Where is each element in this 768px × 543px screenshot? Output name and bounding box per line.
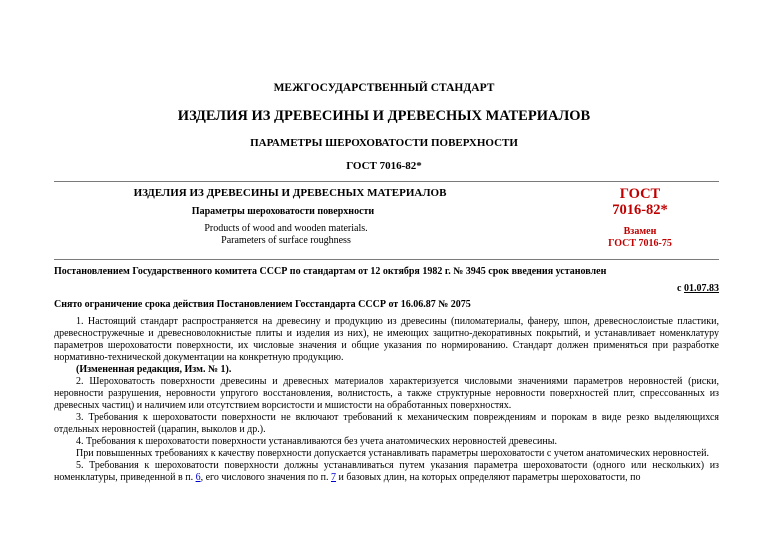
limit-removed-text: Снято ограничение срока действия Постановлением Госстандарта СССР от 16.06.87 № 2075 — [54, 299, 471, 310]
divider-bottom — [54, 259, 719, 260]
paragraph-5-text-b: , его числового значения по п. — [200, 472, 329, 483]
en-title-line2: Parameters of surface roughness — [221, 235, 351, 246]
divider-top — [54, 181, 719, 182]
clause-link-7[interactable]: 7 — [331, 472, 337, 483]
intro-prefix: с — [677, 283, 682, 294]
paragraph-5-text-c: и базовых длин, на которых определяют параметры шероховатости, по — [338, 472, 641, 483]
paragraph-1: 1. Настоящий стандарт распространяется на древесину и продукцию из древесины (пиломатериалы, фанеру, шпон, древеснослоистые пластики, древесностружечные и древесноволокнистые плиты и изделия из них), не имеющих защитно-декоративных покрытий, и устанавливает номенклатуру параметров шероховатости поверхности, их числовые значения и общие указания по нормированию. Стандарт должен применяться при разработке нормативно-технической документации на конкретную продукцию. — [54, 316, 719, 363]
standard-type: МЕЖГОСУДАРСТВЕННЫЙ СТАНДАРТ — [273, 82, 495, 94]
replaces-label: Взамен — [623, 226, 657, 237]
document-title: ИЗДЕЛИЯ ИЗ ДРЕВЕСИНЫ И ДРЕВЕСНЫХ МАТЕРИАЛОВ — [177, 108, 591, 124]
title-block-right — [585, 186, 695, 250]
paragraph-3: 3. Требования к шероховатости поверхности не включают требований к механическим повреждениям и порокам в виде резко выделяющихся отдельных неровностей (царапин, выколов и др.). — [54, 412, 719, 435]
ru-title: ИЗДЕЛИЯ ИЗ ДРЕВЕСИНЫ И ДРЕВЕСНЫХ МАТЕРИАЛОВ — [133, 187, 447, 199]
paragraph-1-note: (Измененная редакция, Изм. № 1). — [76, 364, 232, 375]
ru-subtitle: Параметры шероховатости поверхности — [191, 206, 375, 217]
document-body — [54, 316, 719, 484]
paragraph-4b: При повышенных требованиях к качеству поверхности допускается устанавливать параметры шероховатости с учетом анатомических неровностей. — [76, 448, 709, 459]
paragraph-2: 2. Шероховатость поверхности древесины и древесных материалов характеризуется числовыми значениями параметров неровностей (риски, неровности разрушения, неровности упругого восстановления, волнистость, а также структурные неровности поверхностей плит, спрессованных из древесных частиц) и наличием или отсутствием ворсистости и мшистости на обработанных поверхностях. — [54, 376, 719, 411]
title-block-left — [112, 187, 468, 247]
gost-code: 7016-82* — [612, 202, 668, 218]
en-title-line1: Products of wood and wooden materials. — [204, 223, 368, 234]
clause-link-6[interactable]: 6 — [195, 472, 201, 483]
intro-date: 01.07.83 — [684, 283, 719, 294]
gost-label: ГОСТ — [619, 186, 661, 202]
paragraph-5 — [54, 460, 719, 484]
document-subtitle: ПАРАМЕТРЫ ШЕРОХОВАТОСТИ ПОВЕРХНОСТИ — [250, 137, 518, 149]
paragraph-5-text-a: 5. Требования к шероховатости поверхности должны устанавливаться путем указания параметра шероховатости (одного или нескольких) из номенклатуры, приведенной в п. — [54, 460, 719, 483]
gost-number: ГОСТ 7016-82* — [346, 160, 422, 172]
replaces-code: ГОСТ 7016-75 — [608, 238, 672, 249]
intro-date-line — [54, 283, 719, 294]
decree-text: Постановлением Государственного комитета СССР по стандартам от 12 октября 1982 г. № 3945 срок введения установлен — [54, 266, 607, 277]
paragraph-4: 4. Требования к шероховатости поверхности устанавливаются без учета анатомических неровностей древесины. — [76, 436, 557, 447]
